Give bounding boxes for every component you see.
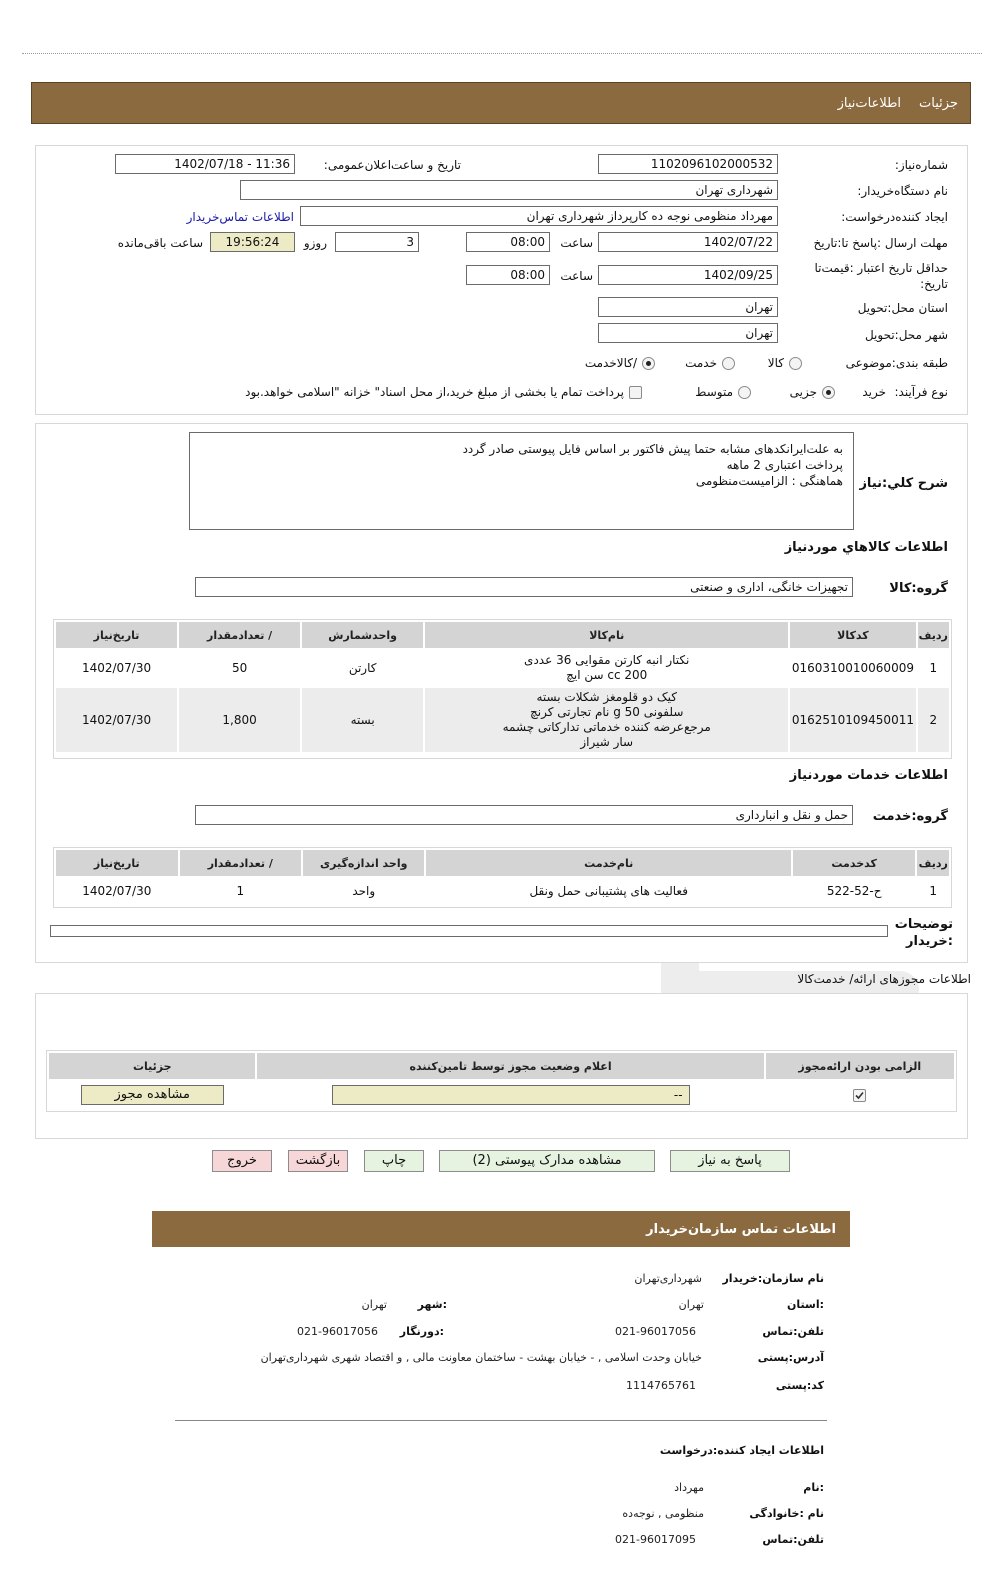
services-group-field: حمل و نقل و انبارداری — [195, 805, 853, 825]
description-line: هماهنگی : الزامیست‌منظومی — [695, 474, 843, 488]
table-row — [56, 650, 949, 686]
goods-qty: 50 — [179, 650, 300, 686]
contact-header: اطلاعات تماس سازمان‌خریدار — [152, 1211, 850, 1247]
deadline-label: مهلت ارسال :پاسخ تا:تاریخ — [813, 236, 948, 250]
process-medium-radio[interactable] — [738, 386, 751, 399]
contact-province-value: تهران — [678, 1298, 704, 1311]
goods-name — [425, 650, 788, 686]
province-label: استان محل:تحویل — [857, 301, 948, 315]
description-line: به علت‌ایرانکدهای مشابه حتما پیش فاکتور بر اساس فایل پیوستی صادر گردد — [462, 442, 843, 456]
col-header: الزامی بودن ارائه‌مجوز — [766, 1053, 954, 1079]
col-header: جزئیات — [49, 1053, 255, 1079]
services-section-title: اطلاعات خدمات موردنياز — [789, 768, 948, 783]
goods-group-field: تجهیزات خانگی، اداری و صنعتی — [195, 577, 853, 597]
need-number-field: 1102096102000532 — [598, 154, 778, 174]
process-minor-label: جزیی — [789, 385, 817, 399]
check-icon — [854, 1090, 865, 1101]
permits-table-header — [49, 1053, 954, 1079]
exit-button[interactable]: خروج — [212, 1150, 272, 1172]
announce-label: تاریخ و ساعت‌اعلان‌عمومی: — [323, 158, 461, 172]
days-label: روزو — [303, 236, 327, 250]
category-goods-service-option[interactable] — [585, 356, 655, 370]
col-header: / تعدادمقدار — [180, 850, 301, 876]
process-medium-label: متوسط — [695, 385, 733, 399]
service-date: 1402/07/30 — [56, 878, 178, 904]
contact-divider — [175, 1420, 827, 1421]
goods-table-frame — [53, 619, 952, 759]
goods-qty: 1,800 — [179, 688, 300, 752]
buyer-notes-field — [50, 925, 888, 937]
description-line: پرداخت اعتباری 2 ماهه — [726, 458, 843, 472]
process-label: نوع فرآیند: — [894, 385, 948, 399]
category-service-label: خدمت — [685, 356, 717, 370]
services-table-header — [56, 850, 949, 876]
creator-phone-value: 021-96017095 — [615, 1533, 696, 1546]
contact-province-label: :استان — [787, 1298, 824, 1311]
contact-postal-value: 1114765761 — [626, 1379, 696, 1392]
goods-section-title: اطلاعات کالاهاي موردنياز — [784, 540, 948, 555]
contact-phone-label: تلفن:تماس — [762, 1325, 824, 1338]
contact-address-value: خیابان وحدت اسلامی , - خیابان بهشت - ساختمان معاونت مالی , و اقتصاد شهری شهرداری‌تهران — [260, 1351, 702, 1364]
col-header: / تعدادمقدار — [179, 622, 300, 648]
goods-date: 1402/07/30 — [56, 650, 177, 686]
goods-date: 1402/07/30 — [56, 688, 177, 752]
process-medium-option[interactable] — [695, 385, 751, 399]
services-table-frame — [53, 847, 952, 908]
tab-details[interactable]: جزئیات — [919, 95, 958, 111]
col-header: اعلام وضعیت مجوز توسط تامین‌کننده — [257, 1053, 763, 1079]
creator-phone-label: تلفن:تماس — [762, 1533, 824, 1546]
goods-name-line: نکتار انبه کارتن مقوایی 36 عددی — [524, 653, 690, 667]
deadline-time-field: 08:00 — [466, 232, 550, 252]
creator-family-value: منظومی , نوجه‌ده — [622, 1507, 704, 1520]
province-field: تهران — [598, 297, 778, 317]
announce-field: 1402/07/18 - 11:36 — [115, 154, 295, 174]
creator-name-value: مهرداد — [674, 1481, 704, 1494]
description-box — [189, 432, 854, 530]
creator-info-title: اطلاعات ایجاد کننده:درخواست — [659, 1444, 824, 1457]
goods-table-header — [56, 622, 949, 648]
remaining-label: ساعت باقی‌مانده — [117, 236, 203, 250]
goods-group-label: گروه:کالا — [889, 581, 948, 596]
row-index: 2 — [918, 688, 949, 752]
buyer-notes-label: توضیحات :خریدار — [894, 917, 953, 949]
permit-status-cell — [257, 1081, 763, 1109]
creator-name-label: :نام — [803, 1481, 824, 1494]
category-goods-service-radio[interactable] — [642, 357, 655, 370]
col-header: کدخدمت — [793, 850, 915, 876]
permits-section-title: اطلاعات مجوزهای ارائه/ خدمت‌کالا — [797, 972, 971, 986]
process-minor-option[interactable] — [790, 385, 835, 399]
treasury-payment-option[interactable] — [245, 385, 642, 399]
category-goods-option[interactable] — [768, 356, 802, 370]
col-header: نام‌خدمت — [426, 850, 790, 876]
category-service-radio[interactable] — [722, 357, 735, 370]
permits-table-frame — [46, 1050, 957, 1112]
need-number-label: شماره‌نیاز: — [894, 158, 948, 172]
validity-time-label: ساعت — [560, 269, 593, 283]
col-header: تاریخ‌نیاز — [56, 850, 178, 876]
deadline-date-field: 1402/07/22 — [598, 232, 778, 252]
validity-time-field: 08:00 — [466, 265, 550, 285]
category-service-option[interactable] — [685, 356, 735, 370]
table-row — [49, 1081, 954, 1109]
attachments-button[interactable]: مشاهده مدارک پیوستی (2) — [439, 1150, 655, 1172]
goods-unit: بسته — [302, 688, 423, 752]
col-header: کدکالا — [790, 622, 915, 648]
goods-table — [54, 620, 951, 754]
days-field: 3 — [335, 232, 419, 252]
deadline-time-label: ساعت — [560, 236, 593, 250]
goods-name-line: سار شیراز — [580, 735, 634, 749]
buyer-contact-link[interactable]: اطلاعات تماس‌خریدار — [186, 210, 294, 224]
treasury-payment-label: پرداخت تمام یا بخشی از مبلغ خرید،از محل اسناد" خزانه "اسلامی خواهد.بود — [245, 385, 624, 399]
description-label: شرح کلي:نياز — [859, 476, 948, 491]
table-row — [56, 878, 949, 904]
creator-label: ایجاد کننده‌درخواست: — [841, 210, 948, 224]
goods-name-line: کیک دو قلومغز شکلات بسته — [536, 690, 677, 704]
goods-name-line: 200 cc سن ایچ — [566, 668, 648, 682]
city-field: تهران — [598, 323, 778, 343]
goods-name — [425, 688, 788, 752]
col-header: نام‌کالا — [425, 622, 788, 648]
permits-table — [47, 1051, 956, 1111]
contact-org-value: شهرداری‌تهران — [634, 1272, 702, 1285]
process-minor-radio[interactable] — [822, 386, 835, 399]
reply-button[interactable]: پاسخ به نیاز — [670, 1150, 790, 1172]
col-header: ردیف — [918, 622, 949, 648]
goods-code: 0162510109450011 — [790, 688, 915, 752]
table-row — [56, 688, 949, 752]
service-unit: واحد — [303, 878, 424, 904]
creator-family-label: نام :خانوادگی — [749, 1507, 824, 1520]
category-goods-label: کالا — [767, 356, 784, 370]
contact-fax-label: :دورنگار — [399, 1325, 444, 1338]
category-goods-service-label: /کالاخدمت — [584, 356, 637, 370]
permit-required-checkbox — [853, 1089, 866, 1102]
col-header: واحد اندازه‌گیری — [303, 850, 424, 876]
city-label: شهر محل:تحویل — [864, 328, 948, 342]
col-header: ردیف — [917, 850, 949, 876]
contact-phone-value: 021-96017056 — [615, 1325, 696, 1338]
row-index: 1 — [918, 650, 949, 686]
creator-field: مهرداد منظومی نوجه ده کارپرداز شهرداری تهران — [300, 206, 778, 226]
contact-city-label: :شهر — [417, 1298, 447, 1311]
print-button[interactable]: چاپ — [364, 1150, 424, 1172]
permit-status-field: -- — [332, 1085, 690, 1105]
remaining-time-field: 19:56:24 — [210, 232, 295, 252]
buyer-org-field: شهرداری تهران — [240, 180, 778, 200]
contact-org-label: نام سازمان:خریدار — [722, 1272, 824, 1285]
treasury-payment-checkbox[interactable] — [629, 386, 642, 399]
goods-name-line: سلفونی 50 g نام تجارتی کرنچ — [530, 705, 684, 719]
service-code: ح-52-522 — [793, 878, 915, 904]
category-goods-radio[interactable] — [789, 357, 802, 370]
services-group-label: گروه:خدمت — [872, 809, 948, 824]
back-button[interactable]: بازگشت — [288, 1150, 348, 1172]
permit-details-cell — [49, 1081, 255, 1109]
row-index: 1 — [917, 878, 949, 904]
service-name: فعالیت های پشتیبانی حمل ونقل — [426, 878, 790, 904]
validity-date-field: 1402/09/25 — [598, 265, 778, 285]
col-header: تاریخ‌نیاز — [56, 622, 177, 648]
permit-required-cell — [766, 1081, 954, 1109]
goods-name-line: مرجع‌عرضه کننده خدماتی تدارکاتی چشمه — [502, 720, 711, 734]
goods-unit: کارتن — [302, 650, 423, 686]
view-permit-button[interactable]: مشاهده مجوز — [81, 1085, 224, 1105]
validity-label: حداقل تاریخ اعتبار :قیمت‌تا تاریخ: — [814, 261, 948, 291]
service-qty: 1 — [180, 878, 301, 904]
buyer-org-label: نام دستگاه‌خریدار: — [857, 184, 948, 198]
category-label: طبقه بندی:موضوعی — [845, 356, 948, 370]
goods-code: 0160310010060009 — [790, 650, 915, 686]
process-buy-label: خرید — [862, 385, 886, 399]
contact-postal-label: کد:پستی — [775, 1379, 824, 1392]
contact-fax-value: 021-96017056 — [297, 1325, 378, 1338]
contact-city-value: تهران — [361, 1298, 387, 1311]
page-header — [31, 82, 971, 124]
tab-need-info[interactable]: اطلاعات‌نیاز — [837, 95, 902, 111]
top-divider — [22, 53, 982, 54]
contact-address-label: آدرس:پستی — [757, 1351, 824, 1364]
services-table — [54, 848, 951, 906]
col-header: واحدشمارش — [302, 622, 423, 648]
